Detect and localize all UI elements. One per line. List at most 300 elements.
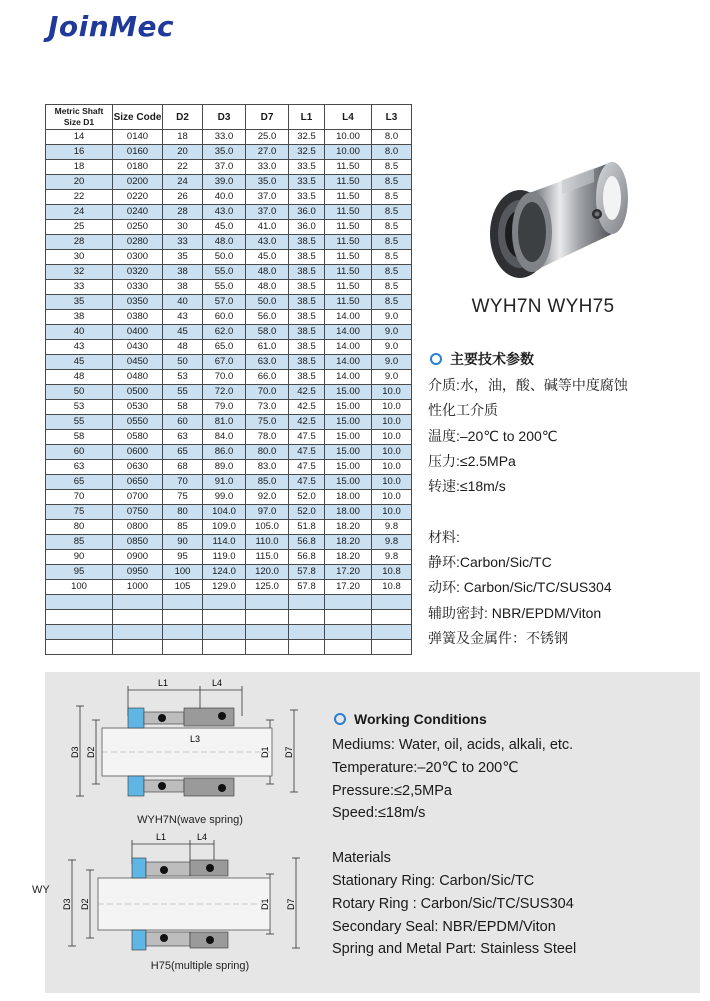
cn-spec-line: 辅助密封: NBR/EPDM/Viton bbox=[428, 604, 602, 621]
cn-spec-line: 介质:水，油，酸、碱等中度腐蚀 bbox=[428, 377, 628, 393]
table-cell: 0800 bbox=[113, 520, 163, 535]
table-cell: 56.8 bbox=[289, 550, 325, 565]
table-cell bbox=[203, 595, 246, 610]
table-cell: 60 bbox=[46, 445, 113, 460]
table-row bbox=[46, 610, 412, 625]
table-cell: 40.0 bbox=[203, 190, 246, 205]
table-cell: 81.0 bbox=[203, 415, 246, 430]
table-cell: 90 bbox=[46, 550, 113, 565]
table-cell bbox=[163, 610, 203, 625]
table-cell: 95 bbox=[46, 565, 113, 580]
table-cell: 15.00 bbox=[325, 415, 372, 430]
table-cell bbox=[325, 625, 372, 640]
table-cell: 14.00 bbox=[325, 340, 372, 355]
table-cell: 18.00 bbox=[325, 505, 372, 520]
table-cell: 125.0 bbox=[246, 580, 289, 595]
table-cell: 85 bbox=[46, 535, 113, 550]
table-cell: 10.0 bbox=[372, 460, 412, 475]
dim-d2-label: D2 bbox=[86, 746, 96, 758]
table-cell: 63 bbox=[46, 460, 113, 475]
table-cell: 47.5 bbox=[289, 445, 325, 460]
table-cell: 9.8 bbox=[372, 550, 412, 565]
table-cell: 86.0 bbox=[203, 445, 246, 460]
table-cell: 8.5 bbox=[372, 205, 412, 220]
table-cell: 8.5 bbox=[372, 220, 412, 235]
table-cell: 8.5 bbox=[372, 265, 412, 280]
table-cell: 119.0 bbox=[203, 550, 246, 565]
table-cell: 68 bbox=[163, 460, 203, 475]
material-line: Secondary Seal: NBR/EPDM/Viton bbox=[332, 918, 556, 935]
table-row bbox=[46, 145, 412, 160]
table-cell: 20 bbox=[163, 145, 203, 160]
table-cell: 38 bbox=[163, 280, 203, 295]
table-row bbox=[46, 190, 412, 205]
mechanical-seal-photo bbox=[462, 122, 632, 280]
table-cell: 26 bbox=[163, 190, 203, 205]
table-cell: 0280 bbox=[113, 235, 163, 250]
table-cell: 9.0 bbox=[372, 355, 412, 370]
dim-l4-label: L4 bbox=[212, 678, 223, 688]
cn-spec-line: 性化工介质 bbox=[428, 402, 498, 419]
table-cell: 78.0 bbox=[246, 430, 289, 445]
table-row bbox=[46, 520, 412, 535]
table-cell: 80.0 bbox=[246, 445, 289, 460]
table-cell: 22 bbox=[46, 190, 113, 205]
table-cell: 0200 bbox=[113, 175, 163, 190]
table-cell: 62.0 bbox=[203, 325, 246, 340]
table-row bbox=[46, 430, 412, 445]
dim-d3-label: D3 bbox=[70, 746, 80, 758]
table-row bbox=[46, 130, 412, 145]
table-row bbox=[46, 340, 412, 355]
table-cell: 8.0 bbox=[372, 145, 412, 160]
table-cell: 55 bbox=[46, 415, 113, 430]
table-row bbox=[46, 265, 412, 280]
table-row bbox=[46, 250, 412, 265]
table-cell: 32 bbox=[46, 265, 113, 280]
table-cell: 66.0 bbox=[246, 370, 289, 385]
cn-spec-line: 压力:≤2.5MPa bbox=[428, 452, 516, 469]
table-cell: 10.0 bbox=[372, 430, 412, 445]
table-cell: 10.0 bbox=[372, 400, 412, 415]
table-cell: 110.0 bbox=[246, 535, 289, 550]
table-cell: 15.00 bbox=[325, 475, 372, 490]
working-conditions-heading-text: Working Conditions bbox=[354, 711, 487, 727]
table-cell: 0850 bbox=[113, 535, 163, 550]
table-cell: 70 bbox=[46, 490, 113, 505]
circle-bullet-icon bbox=[430, 353, 442, 365]
table-cell: 57.0 bbox=[203, 295, 246, 310]
cn-spec-line: 静环:Carbon/Sic/TC bbox=[428, 554, 552, 571]
table-cell: 47.5 bbox=[289, 475, 325, 490]
table-cell bbox=[46, 625, 113, 640]
table-cell: 100 bbox=[46, 580, 113, 595]
table-cell: 57.8 bbox=[289, 580, 325, 595]
table-cell: 100 bbox=[163, 565, 203, 580]
table-cell bbox=[163, 625, 203, 640]
table-cell: 38.5 bbox=[289, 370, 325, 385]
table-cell: 48.0 bbox=[246, 280, 289, 295]
table-cell bbox=[113, 640, 163, 655]
table-cell: 24 bbox=[163, 175, 203, 190]
table-row bbox=[46, 580, 412, 595]
table-cell: 35 bbox=[46, 295, 113, 310]
table-cell: 20 bbox=[46, 175, 113, 190]
table-cell: 33.0 bbox=[246, 160, 289, 175]
table-cell: 24 bbox=[46, 205, 113, 220]
table-cell: 90 bbox=[163, 535, 203, 550]
table-cell: 0380 bbox=[113, 310, 163, 325]
table-cell: 38.5 bbox=[289, 310, 325, 325]
table-cell: 1000 bbox=[113, 580, 163, 595]
working-condition-line: Temperature:–20℃ to 200℃ bbox=[332, 759, 519, 776]
h75-section-diagram bbox=[64, 830, 304, 958]
table-cell: 38.5 bbox=[289, 355, 325, 370]
table-cell: 0550 bbox=[113, 415, 163, 430]
table-cell: 37.0 bbox=[246, 205, 289, 220]
table-cell: 50.0 bbox=[246, 295, 289, 310]
dim-d7-label: D7 bbox=[286, 898, 296, 910]
table-cell: 38.5 bbox=[289, 265, 325, 280]
table-cell: 14.00 bbox=[325, 355, 372, 370]
table-cell: 8.5 bbox=[372, 160, 412, 175]
table-cell: 45 bbox=[46, 355, 113, 370]
table-cell: 70.0 bbox=[246, 385, 289, 400]
table-row bbox=[46, 175, 412, 190]
table-cell: 79.0 bbox=[203, 400, 246, 415]
table-cell: 40 bbox=[163, 295, 203, 310]
table-cell: 10.00 bbox=[325, 145, 372, 160]
table-cell: 80 bbox=[46, 520, 113, 535]
dim-l1-label: L1 bbox=[156, 832, 167, 842]
table-cell: 38 bbox=[163, 265, 203, 280]
cn-spec-line: 材料: bbox=[428, 528, 460, 545]
table-cell: 65.0 bbox=[203, 340, 246, 355]
table-cell: 42.5 bbox=[289, 415, 325, 430]
table-cell: 89.0 bbox=[203, 460, 246, 475]
table-cell: 0140 bbox=[113, 130, 163, 145]
table-cell: 0320 bbox=[113, 265, 163, 280]
table-cell: 10.0 bbox=[372, 490, 412, 505]
table-cell: 18.20 bbox=[325, 535, 372, 550]
table-cell: 18 bbox=[46, 160, 113, 175]
working-conditions-heading bbox=[332, 708, 692, 730]
table-cell: 0500 bbox=[113, 385, 163, 400]
table-cell: 15.00 bbox=[325, 445, 372, 460]
table-row bbox=[46, 415, 412, 430]
table-cell bbox=[289, 625, 325, 640]
table-cell: 38.5 bbox=[289, 235, 325, 250]
table-cell bbox=[372, 595, 412, 610]
table-cell: 114.0 bbox=[203, 535, 246, 550]
table-cell: 0330 bbox=[113, 280, 163, 295]
table-cell bbox=[203, 625, 246, 640]
table-cell bbox=[325, 610, 372, 625]
table-cell: 11.50 bbox=[325, 175, 372, 190]
table-cell: 9.0 bbox=[372, 310, 412, 325]
table-cell: 52.0 bbox=[289, 505, 325, 520]
table-row bbox=[46, 565, 412, 580]
table-cell: 85 bbox=[163, 520, 203, 535]
dim-d1-label: D1 bbox=[260, 898, 270, 910]
table-cell: 25 bbox=[46, 220, 113, 235]
table-cell bbox=[113, 625, 163, 640]
table-row bbox=[46, 640, 412, 655]
working-condition-line: Mediums: Water, oil, acids, alkali, etc. bbox=[332, 737, 574, 753]
table-cell: 58 bbox=[46, 430, 113, 445]
table-row bbox=[46, 445, 412, 460]
table-cell: 51.8 bbox=[289, 520, 325, 535]
table-cell: 0430 bbox=[113, 340, 163, 355]
table-cell: 53 bbox=[46, 400, 113, 415]
wyh7n-caption: WYH7N(wave spring) bbox=[137, 814, 243, 826]
table-cell: 0630 bbox=[113, 460, 163, 475]
column-header: D3 bbox=[203, 105, 246, 130]
table-cell: 8.5 bbox=[372, 190, 412, 205]
table-cell: 0750 bbox=[113, 505, 163, 520]
working-condition-line: Speed:≤18m/s bbox=[332, 805, 426, 822]
column-header: D2 bbox=[163, 105, 203, 130]
table-cell: 45.0 bbox=[203, 220, 246, 235]
table-cell: 25.0 bbox=[246, 130, 289, 145]
table-cell: 14.00 bbox=[325, 325, 372, 340]
table-cell: 37.0 bbox=[246, 190, 289, 205]
table-cell: 28 bbox=[46, 235, 113, 250]
table-cell: 109.0 bbox=[203, 520, 246, 535]
table-cell: 58 bbox=[163, 400, 203, 415]
table-cell: 61.0 bbox=[246, 340, 289, 355]
dim-d2-label: D2 bbox=[80, 898, 90, 910]
table-cell: 55 bbox=[163, 385, 203, 400]
table-cell: 11.50 bbox=[325, 235, 372, 250]
table-cell: 55.0 bbox=[203, 265, 246, 280]
table-cell: 10.8 bbox=[372, 565, 412, 580]
materials-heading: Materials bbox=[332, 850, 391, 867]
table-cell: 124.0 bbox=[203, 565, 246, 580]
dim-l4-label: L4 bbox=[197, 832, 208, 842]
table-cell: 45.0 bbox=[246, 250, 289, 265]
table-cell: 85.0 bbox=[246, 475, 289, 490]
table-cell: 43.0 bbox=[203, 205, 246, 220]
table-cell: 9.8 bbox=[372, 535, 412, 550]
table-cell: 43 bbox=[46, 340, 113, 355]
table-cell: 32.5 bbox=[289, 130, 325, 145]
table-cell: 37.0 bbox=[203, 160, 246, 175]
table-cell: 47.5 bbox=[289, 460, 325, 475]
table-cell: 84.0 bbox=[203, 430, 246, 445]
table-cell: 33.5 bbox=[289, 190, 325, 205]
table-cell: 33 bbox=[46, 280, 113, 295]
table-cell: 10.8 bbox=[372, 580, 412, 595]
cn-spec-lines bbox=[428, 373, 708, 651]
brand-logo: JoinMec bbox=[48, 10, 175, 43]
table-row bbox=[46, 550, 412, 565]
table-cell: 33.5 bbox=[289, 175, 325, 190]
model-title: WYH7N WYH75 bbox=[471, 296, 615, 317]
table-cell: 52.0 bbox=[289, 490, 325, 505]
table-cell: 70 bbox=[163, 475, 203, 490]
table-cell: 15.00 bbox=[325, 400, 372, 415]
column-header: L4 bbox=[325, 105, 372, 130]
cn-spec-line: 动环: Carbon/Sic/TC/SUS304 bbox=[428, 579, 612, 596]
table-cell: 11.50 bbox=[325, 265, 372, 280]
table-cell: 8.5 bbox=[372, 235, 412, 250]
table-cell: 50 bbox=[46, 385, 113, 400]
table-cell: 75.0 bbox=[246, 415, 289, 430]
table-row bbox=[46, 325, 412, 340]
table-cell: 75 bbox=[46, 505, 113, 520]
table-cell: 40 bbox=[46, 325, 113, 340]
table-cell: 91.0 bbox=[203, 475, 246, 490]
table-cell: 10.0 bbox=[372, 505, 412, 520]
table-cell: 0400 bbox=[113, 325, 163, 340]
table-cell: 41.0 bbox=[246, 220, 289, 235]
table-cell: 0600 bbox=[113, 445, 163, 460]
table-cell: 60 bbox=[163, 415, 203, 430]
table-cell: 56.0 bbox=[246, 310, 289, 325]
table-cell: 47.5 bbox=[289, 430, 325, 445]
table-row bbox=[46, 505, 412, 520]
material-line: Stationary Ring: Carbon/Sic/TC bbox=[332, 872, 535, 889]
table-cell bbox=[46, 610, 113, 625]
cn-spec-block bbox=[428, 348, 708, 651]
table-cell bbox=[246, 595, 289, 610]
table-cell: 0650 bbox=[113, 475, 163, 490]
table-cell: 15.00 bbox=[325, 385, 372, 400]
table-cell: 75 bbox=[163, 490, 203, 505]
table-cell: 9.0 bbox=[372, 340, 412, 355]
table-cell bbox=[325, 595, 372, 610]
spec-table bbox=[45, 104, 412, 655]
table-row bbox=[46, 460, 412, 475]
table-cell: 38 bbox=[46, 310, 113, 325]
en-spec-block bbox=[332, 708, 692, 961]
table-cell: 105.0 bbox=[246, 520, 289, 535]
table-row bbox=[46, 625, 412, 640]
wy-label: WY bbox=[32, 884, 50, 896]
material-line: Rotary Ring : Carbon/Sic/TC/SUS304 bbox=[332, 895, 574, 912]
table-row bbox=[46, 310, 412, 325]
table-cell bbox=[163, 595, 203, 610]
column-header: Metric Shaft Size D1 bbox=[46, 105, 113, 130]
table-cell: 95 bbox=[163, 550, 203, 565]
table-cell: 33 bbox=[163, 235, 203, 250]
table-row bbox=[46, 205, 412, 220]
table-cell: 10.0 bbox=[372, 415, 412, 430]
table-cell: 63.0 bbox=[246, 355, 289, 370]
column-header: L3 bbox=[372, 105, 412, 130]
table-row bbox=[46, 160, 412, 175]
table-cell: 30 bbox=[163, 220, 203, 235]
table-cell: 8.0 bbox=[372, 130, 412, 145]
table-row bbox=[46, 220, 412, 235]
table-cell: 92.0 bbox=[246, 490, 289, 505]
table-cell: 50 bbox=[163, 355, 203, 370]
table-cell: 50.0 bbox=[203, 250, 246, 265]
table-cell: 30 bbox=[46, 250, 113, 265]
table-cell: 10.00 bbox=[325, 130, 372, 145]
table-cell: 33.5 bbox=[289, 160, 325, 175]
table-cell: 65 bbox=[163, 445, 203, 460]
table-cell: 39.0 bbox=[203, 175, 246, 190]
table-cell: 0580 bbox=[113, 430, 163, 445]
table-cell bbox=[203, 640, 246, 655]
table-cell bbox=[289, 610, 325, 625]
table-cell: 11.50 bbox=[325, 220, 372, 235]
table-cell bbox=[163, 640, 203, 655]
cn-heading-text: 主要技术参数 bbox=[450, 351, 534, 367]
table-cell: 0300 bbox=[113, 250, 163, 265]
table-cell: 27.0 bbox=[246, 145, 289, 160]
table-cell: 48 bbox=[46, 370, 113, 385]
table-cell: 17.20 bbox=[325, 565, 372, 580]
working-condition-line: Pressure:≤2,5MPa bbox=[332, 782, 452, 799]
cn-spec-heading bbox=[428, 348, 708, 370]
dim-l1-label: L1 bbox=[158, 678, 169, 688]
table-cell: 9.0 bbox=[372, 370, 412, 385]
table-cell: 48.0 bbox=[203, 235, 246, 250]
table-cell: 0240 bbox=[113, 205, 163, 220]
table-cell: 0220 bbox=[113, 190, 163, 205]
table-cell: 11.50 bbox=[325, 280, 372, 295]
dim-l3-label: L3 bbox=[190, 734, 201, 744]
table-cell bbox=[246, 625, 289, 640]
table-row bbox=[46, 400, 412, 415]
table-cell bbox=[289, 595, 325, 610]
table-cell: 129.0 bbox=[203, 580, 246, 595]
table-cell: 99.0 bbox=[203, 490, 246, 505]
table-cell: 0160 bbox=[113, 145, 163, 160]
table-cell bbox=[372, 610, 412, 625]
table-cell: 11.50 bbox=[325, 205, 372, 220]
column-header: Size Code bbox=[113, 105, 163, 130]
table-cell: 0350 bbox=[113, 295, 163, 310]
table-cell: 42.5 bbox=[289, 385, 325, 400]
table-cell: 35 bbox=[163, 250, 203, 265]
table-cell bbox=[113, 595, 163, 610]
table-cell: 48.0 bbox=[246, 265, 289, 280]
table-cell: 42.5 bbox=[289, 400, 325, 415]
table-cell: 65 bbox=[46, 475, 113, 490]
column-header: L1 bbox=[289, 105, 325, 130]
table-cell: 15.00 bbox=[325, 460, 372, 475]
table-cell: 38.5 bbox=[289, 325, 325, 340]
material-line: Spring and Metal Part: Stainless Steel bbox=[332, 941, 577, 958]
table-cell: 14.00 bbox=[325, 310, 372, 325]
table-cell: 80 bbox=[163, 505, 203, 520]
table-cell: 18.20 bbox=[325, 550, 372, 565]
table-cell: 16 bbox=[46, 145, 113, 160]
table-cell bbox=[372, 640, 412, 655]
table-cell: 14.00 bbox=[325, 370, 372, 385]
table-cell: 14 bbox=[46, 130, 113, 145]
table-cell: 0900 bbox=[113, 550, 163, 565]
table-cell: 35.0 bbox=[203, 145, 246, 160]
table-cell: 97.0 bbox=[246, 505, 289, 520]
table-cell: 38.5 bbox=[289, 295, 325, 310]
table-row bbox=[46, 490, 412, 505]
table-cell: 15.00 bbox=[325, 430, 372, 445]
table-row bbox=[46, 370, 412, 385]
table-cell: 22 bbox=[163, 160, 203, 175]
dim-d7-label: D7 bbox=[284, 746, 294, 758]
table-cell: 43 bbox=[163, 310, 203, 325]
table-cell: 9.8 bbox=[372, 520, 412, 535]
table-cell: 105 bbox=[163, 580, 203, 595]
working-conditions-lines bbox=[332, 734, 692, 825]
table-cell: 43.0 bbox=[246, 235, 289, 250]
table-cell: 10.0 bbox=[372, 385, 412, 400]
